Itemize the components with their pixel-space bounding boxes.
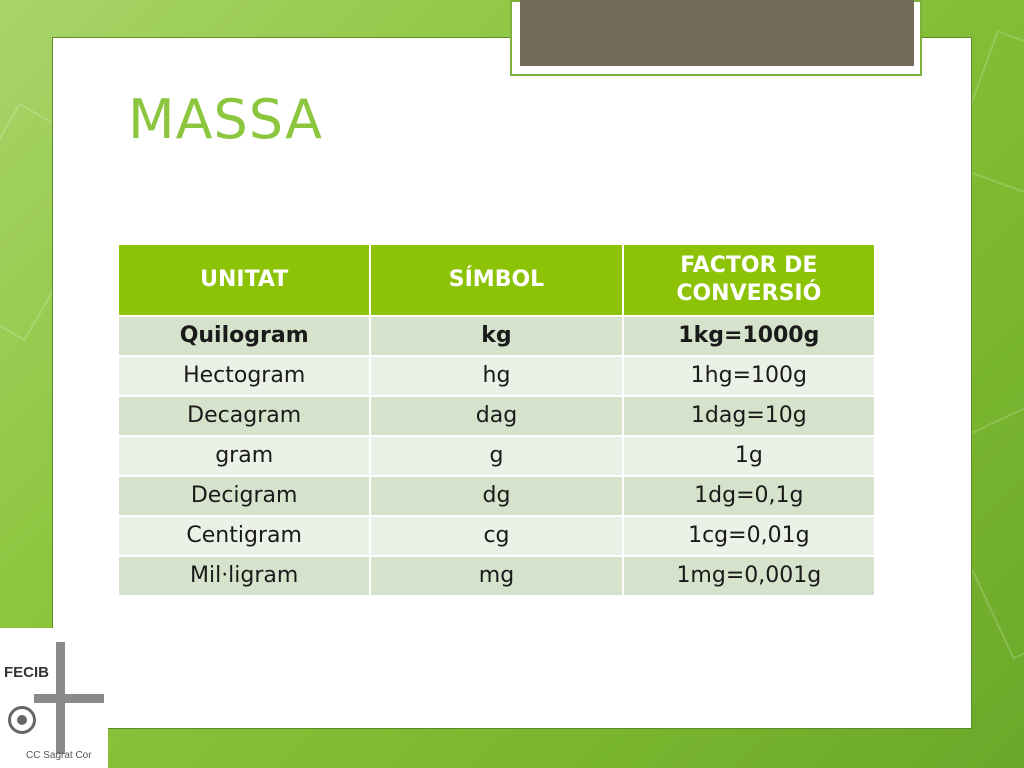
header-photo bbox=[520, 0, 914, 66]
cell-unit: Centigram bbox=[118, 516, 370, 556]
table-row bbox=[118, 516, 875, 556]
table-row bbox=[118, 316, 875, 356]
cell-symbol: kg bbox=[370, 316, 622, 356]
table-row bbox=[118, 396, 875, 436]
cell-factor: 1g bbox=[623, 436, 875, 476]
cell-factor: 1mg=0,001g bbox=[623, 556, 875, 596]
table-row bbox=[118, 436, 875, 476]
cell-symbol: hg bbox=[370, 356, 622, 396]
cell-symbol: mg bbox=[370, 556, 622, 596]
slide-title: MASSA bbox=[128, 88, 324, 151]
cell-unit: Quilogram bbox=[118, 316, 370, 356]
cell-symbol: dg bbox=[370, 476, 622, 516]
fecib-logo bbox=[0, 628, 108, 768]
cell-factor: 1kg=1000g bbox=[623, 316, 875, 356]
table-header-row bbox=[118, 244, 875, 316]
cell-unit: Decagram bbox=[118, 396, 370, 436]
header-factor: FACTOR DE CONVERSIÓ bbox=[623, 244, 875, 316]
cell-factor: 1hg=100g bbox=[623, 356, 875, 396]
emblem-icon bbox=[8, 706, 36, 734]
table-row bbox=[118, 556, 875, 596]
logo-cross-horizontal bbox=[34, 694, 104, 703]
header-simbol: SÍMBOL bbox=[370, 244, 622, 316]
table-row bbox=[118, 476, 875, 516]
table-row bbox=[118, 356, 875, 396]
cell-factor: 1dag=10g bbox=[623, 396, 875, 436]
mass-units-table bbox=[117, 243, 876, 597]
cell-unit: gram bbox=[118, 436, 370, 476]
cell-factor: 1cg=0,01g bbox=[623, 516, 875, 556]
cell-factor: 1dg=0,1g bbox=[623, 476, 875, 516]
cell-symbol: g bbox=[370, 436, 622, 476]
logo-caption: CC Sagrat Cor bbox=[26, 750, 92, 761]
cell-unit: Decigram bbox=[118, 476, 370, 516]
header-unitat: UNITAT bbox=[118, 244, 370, 316]
logo-name: FECIB bbox=[4, 664, 49, 681]
cell-unit: Mil·ligram bbox=[118, 556, 370, 596]
cell-symbol: dag bbox=[370, 396, 622, 436]
cell-unit: Hectogram bbox=[118, 356, 370, 396]
cell-symbol: cg bbox=[370, 516, 622, 556]
